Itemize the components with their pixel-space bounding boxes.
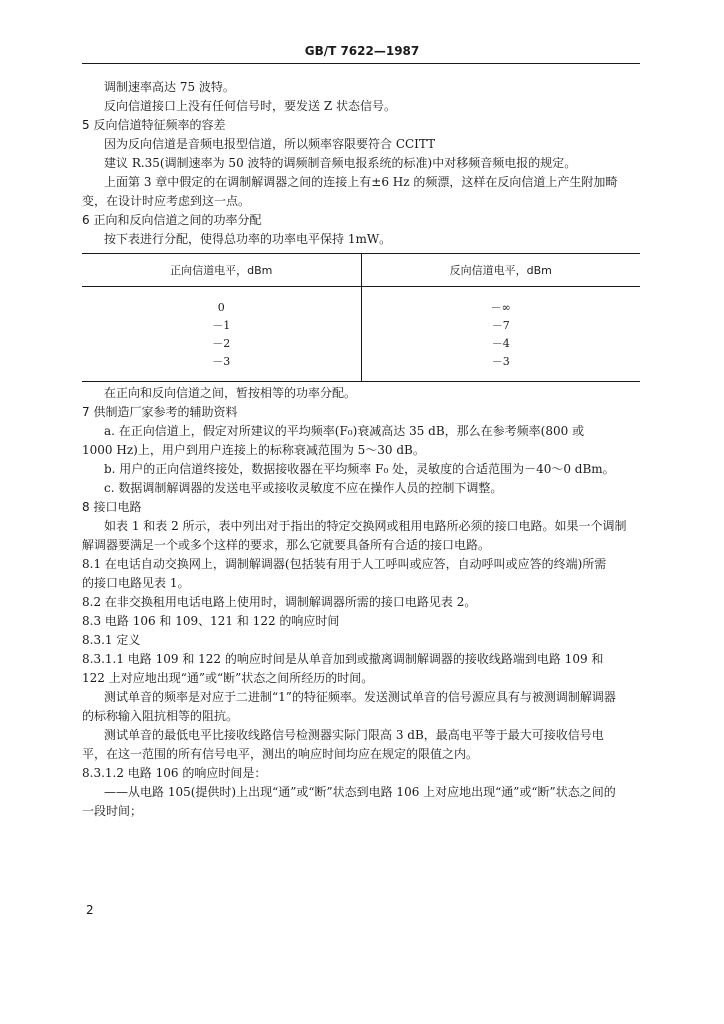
body-line: 按下表进行分配，使得总功率的功率电平保持 1mW。 — [104, 232, 392, 246]
body-line: 在正向和反向信道之间，暂按相等的功率分配。 — [104, 386, 357, 400]
table-cell: －4 — [491, 337, 510, 350]
section-heading-5: 5 反向信道特征频率的容差 — [82, 118, 226, 132]
table-row — [82, 335, 640, 353]
table-row — [82, 287, 640, 318]
clause-8-3-1-1: 8.3.1.1 电路 109 和 122 的响应时间是从单音加到或撤离调制解调器的接收线路端到电路 109 和 — [82, 652, 604, 666]
body-line: 因为反向信道是音频电报型信道，所以频率容限要符合 CCITT — [104, 137, 436, 151]
table-row — [82, 317, 640, 335]
standard-number-header: GB/T 7622—1987 — [304, 44, 420, 58]
body-line: 的接口电路见表 1。 — [82, 576, 190, 590]
body-line: 解调器要满足一个或多个这样的要求，那么它就要具备所有合适的接口电路。 — [82, 538, 491, 552]
table-cell: －3 — [491, 355, 510, 368]
section-heading-6: 6 正向和反向信道之间的功率分配 — [82, 213, 262, 227]
table-row — [82, 353, 640, 382]
clause-8-2: 8.2 在非交换租用电话电路上使用时，调制解调器所需的接口电路见表 2。 — [82, 595, 477, 609]
body-line: 1000 Hz)上，用户到用户连接上的标称衰减范围为 5～30 dB。 — [82, 443, 425, 457]
body-line: 平，在这一范围的所有信号电平，测出的响应时间均应在规定的限值之内。 — [82, 747, 479, 761]
body-line: 的标称输入阻抗相等的阻抗。 — [82, 709, 239, 723]
table-cell: －3 — [82, 353, 361, 382]
page-number: 2 — [86, 903, 94, 917]
power-allocation-table — [82, 253, 640, 382]
table-cell: －∞ — [490, 301, 511, 314]
body-line: 变，在设计时应考虑到这一点。 — [82, 194, 251, 208]
table-cell: －1 — [82, 317, 361, 335]
section-heading-7: 7 供制造厂家参考的辅助资料 — [82, 405, 238, 419]
table-cell: 0 — [82, 287, 361, 318]
body-line: 建议 R.35(调制速率为 50 波特的调频制音频电报系统的标准)中对移频音频电报的规定。 — [104, 156, 577, 170]
list-item-b: b. 用户的正向信道终接处，数据接收器在平均频率 F₀ 处，灵敏度的合适范围为－40～0 dBm。 — [104, 462, 615, 476]
table-header-reverse: 反向信道电平，dBm — [361, 254, 640, 287]
body-line: 调制速率高达 75 波特。 — [104, 80, 235, 94]
table-cell: －7 — [491, 319, 510, 332]
clause-8-3-1-2: 8.3.1.2 电路 106 的响应时间是： — [82, 766, 267, 780]
dash-list-item: ——从电路 105(提供时)上出现“通”或“断”状态到电路 106 上对应地出现“通”或“断”状态之间的 — [104, 785, 616, 799]
clause-8-1: 8.1 在电话自动交换网上，调制解调器(包括装有用于人工呼叫或应答，自动呼叫或应答的终端)所需 — [82, 557, 607, 571]
body-line: 上面第 3 章中假定的在调制解调器之间的连接上有±6 Hz 的频漂，这样在反向信道上产生附加畸 — [104, 175, 618, 189]
list-item-c: c. 数据调制解调器的发送电平或接收灵敏度不应在操作人员的控制下调整。 — [104, 481, 503, 495]
body-line: 如表 1 和表 2 所示，表中列出对于指出的特定交换网或租用电路所必须的接口电路。如果一个调制 — [104, 519, 627, 533]
clause-8-3-1: 8.3.1 定义 — [82, 633, 141, 647]
header-rule — [82, 63, 640, 64]
body-line: 测试单音的频率是对应于二进制“1”的特征频率。发送测试单音的信号源应具有与被测调制解调器 — [104, 690, 616, 704]
list-item-a: a. 在正向信道上，假定对所建议的平均频率(F₀)衰减高达 35 dB，那么在参考频率(800 或 — [104, 424, 585, 438]
clause-8-3: 8.3 电路 106 和 109、121 和 122 的响应时间 — [82, 614, 340, 628]
body-line: 122 上对应地出现“通”或“断”状态之间所经历的时间。 — [82, 671, 374, 685]
table-header-forward: 正向信道电平，dBm — [82, 254, 361, 287]
table-cell: －2 — [82, 335, 361, 353]
body-line: 一段时间； — [82, 804, 143, 818]
body-line: 反向信道接口上没有任何信号时，要发送 Z 状态信号。 — [104, 99, 396, 113]
body-line: 测试单音的最低电平比接收线路信号检测器实际门限高 3 dB，最高电平等于最大可接收信号电 — [104, 728, 604, 742]
section-heading-8: 8 接口电路 — [82, 500, 142, 514]
